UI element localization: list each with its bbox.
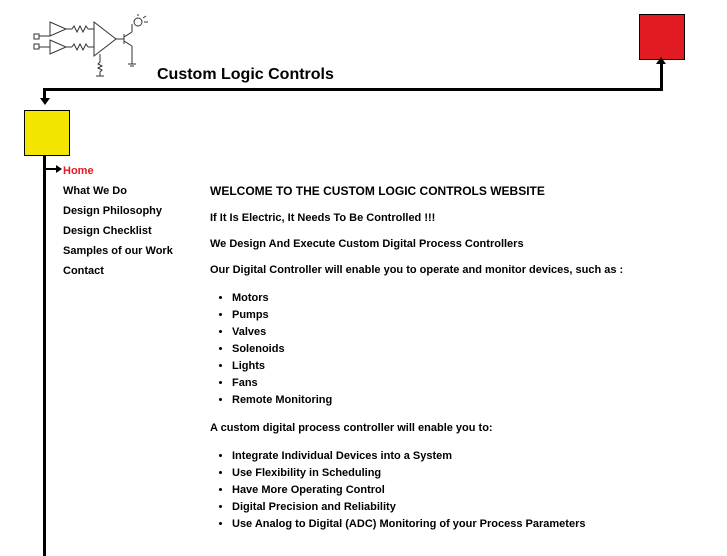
site-title: Custom Logic Controls: [157, 66, 334, 83]
side-nav: [63, 164, 173, 284]
nav-item-home[interactable]: Home: [63, 165, 94, 177]
list-item: • Digital Precision and Reliability: [232, 499, 720, 516]
list-item: • Pumps: [232, 307, 720, 324]
benefits-intro: A custom digital process controller will enable you to:: [210, 422, 493, 434]
list-item: • Integrate Individual Devices into a System: [232, 448, 720, 465]
list-item: • Motors: [232, 290, 720, 307]
connector-line: [43, 88, 46, 98]
list-item: • Use Analog to Digital (ADC) Monitoring of your Process Parameters: [232, 516, 720, 533]
list-item: • Fans: [232, 375, 720, 392]
subline: We Design And Execute Custom Digital Process Controllers: [210, 238, 524, 250]
list-item: • Remote Monitoring: [232, 392, 720, 409]
nav-item-contact[interactable]: Contact: [63, 265, 104, 277]
nav-item-samples-of-our-work[interactable]: Samples of our Work: [63, 245, 173, 257]
devices-intro: Our Digital Controller will enable you to operate and monitor devices, such as :: [210, 264, 624, 276]
connector-line: [660, 62, 663, 90]
red-square: [639, 14, 685, 60]
main-content: [210, 184, 720, 546]
connector-line: [43, 88, 663, 91]
nav-item-design-checklist[interactable]: Design Checklist: [63, 225, 152, 237]
page-heading: WELCOME TO THE CUSTOM LOGIC CONTROLS WEBSITE: [210, 184, 545, 198]
nav-item-design-philosophy[interactable]: Design Philosophy: [63, 205, 163, 217]
devices-list: [210, 290, 720, 409]
list-item: • Have More Operating Control: [232, 482, 720, 499]
tagline: If It Is Electric, It Needs To Be Controlled !!!: [210, 212, 436, 224]
arrow-down-icon: [40, 98, 50, 105]
nav-item-what-we-do[interactable]: What We Do: [63, 185, 127, 197]
list-item: • Solenoids: [232, 341, 720, 358]
list-item: • Use Flexibility in Scheduling: [232, 465, 720, 482]
nav-connector-line: [43, 156, 46, 556]
nav-connector-line: [43, 168, 57, 170]
arrow-right-icon: [56, 165, 62, 173]
circuit-logo-icon: [28, 14, 156, 78]
benefits-list: [210, 448, 720, 533]
list-item: • Lights: [232, 358, 720, 375]
yellow-square: [24, 110, 70, 156]
list-item: • Valves: [232, 324, 720, 341]
